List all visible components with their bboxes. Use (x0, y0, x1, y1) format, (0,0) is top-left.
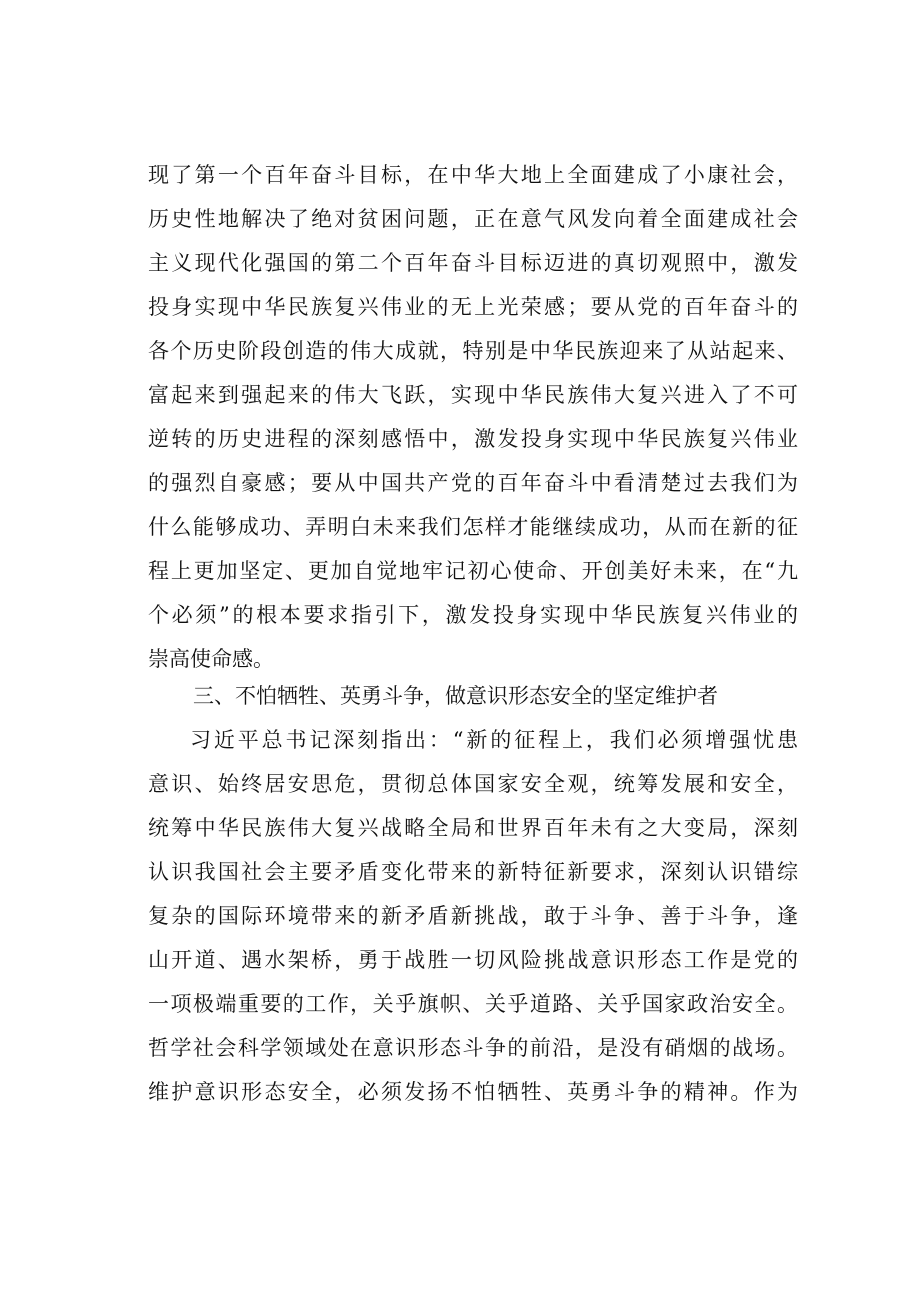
paragraph-line: 历史性地解决了绝对贫困问题，正在意气风发向着全面建成社会 (148, 207, 798, 231)
paragraph-line: 习近平总书记深刻指出：“新的征程上，我们必须增强忧患 (190, 728, 798, 752)
paragraph-line: 个必须”的根本要求指引下，激发投身实现中华民族复兴伟业的 (148, 603, 798, 627)
paragraph-line: 逆转的历史进程的深刻感悟中，激发投身实现中华民族复兴伟业 (148, 427, 798, 451)
paragraph-line: 统筹中华民族伟大复兴战略全局和世界百年未有之大变局，深刻 (148, 816, 798, 840)
paragraph-line: 崇高使命感。 (148, 647, 274, 671)
paragraph-line: 现了第一个百年奋斗目标，在中华大地上全面建成了小康社会， (148, 163, 798, 187)
paragraph-line: 认识我国社会主要矛盾变化带来的新特征新要求，深刻认识错综 (148, 860, 798, 884)
section-heading: 三、不怕牺牲、英勇斗争，做意识形态安全的坚定维护者 (193, 684, 718, 708)
paragraph-line: 维护意识形态安全，必须发扬不怕牺牲、英勇斗争的精神。作为 (148, 1080, 798, 1104)
paragraph-line: 山开道、遇水架桥，勇于战胜一切风险挑战意识形态工作是党的 (148, 948, 798, 972)
paragraph-line: 复杂的国际环境带来的新矛盾新挑战，敢于斗争、善于斗争，逢 (148, 904, 798, 928)
paragraph-line: 的强烈自豪感；要从中国共产党的百年奋斗中看清楚过去我们为 (148, 471, 798, 495)
paragraph-line: 一项极端重要的工作，关乎旗帜、关乎道路、关乎国家政治安全。 (148, 992, 798, 1016)
paragraph-line: 富起来到强起来的伟大飞跃，实现中华民族伟大复兴进入了不可 (148, 383, 798, 407)
paragraph-line: 意识、始终居安思危，贯彻总体国家安全观，统筹发展和安全， (148, 772, 798, 796)
paragraph-line: 什么能够成功、弄明白未来我们怎样才能继续成功，从而在新的征 (148, 515, 798, 539)
paragraph-line: 哲学社会科学领域处在意识形态斗争的前沿，是没有硝烟的战场。 (148, 1036, 798, 1060)
paragraph-line: 各个历史阶段创造的伟大成就，特别是中华民族迎来了从站起来、 (148, 339, 798, 363)
paragraph-line: 程上更加坚定、更加自觉地牢记初心使命、开创美好未来，在“九 (148, 559, 798, 583)
paragraph-line: 主义现代化强国的第二个百年奋斗目标迈进的真切观照中，激发 (148, 251, 798, 275)
paragraph-line: 投身实现中华民族复兴伟业的无上光荣感；要从党的百年奋斗的 (148, 295, 798, 319)
